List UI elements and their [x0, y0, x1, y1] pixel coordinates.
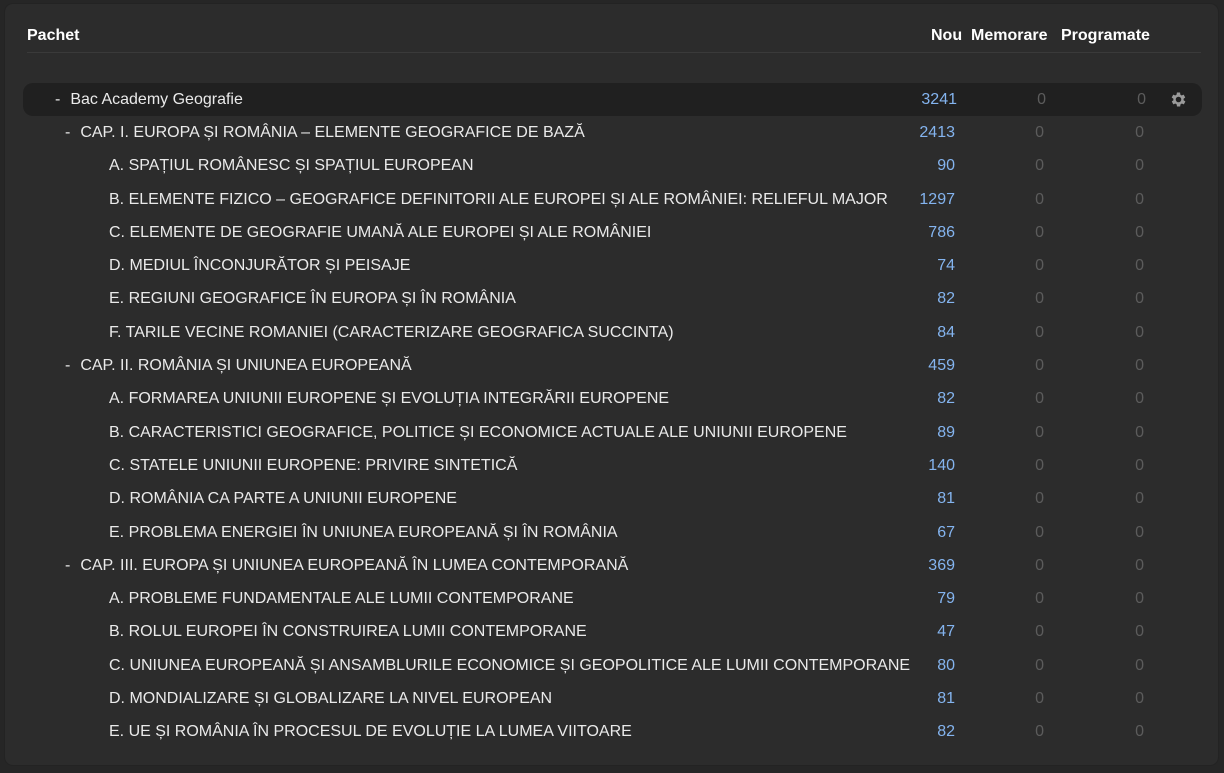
due-count: 0: [1135, 124, 1144, 141]
deck-row[interactable]: [5, 482, 1218, 515]
collapse-toggle[interactable]: -: [55, 91, 61, 108]
new-count: 47: [937, 623, 955, 641]
new-count: 89: [937, 423, 955, 441]
due-count: 0: [1137, 91, 1146, 108]
learn-count: 0: [1035, 523, 1044, 541]
deck-row[interactable]: [5, 582, 1218, 615]
deck-name[interactable]: B. CARACTERISTICI GEOGRAFICE, POLITICE ȘI ECONOMICE ACTUALE ALE UNIUNII EUROPENE: [109, 423, 847, 441]
due-count: 0: [1135, 223, 1144, 241]
learn-count: 0: [1035, 157, 1044, 175]
new-count: 81: [937, 690, 955, 708]
learn-count: 0: [1037, 91, 1046, 108]
new-count: 82: [937, 290, 955, 308]
deck-row[interactable]: [5, 149, 1218, 182]
deck-name[interactable]: D. MONDIALIZARE ȘI GLOBALIZARE LA NIVEL EUROPEAN: [109, 690, 553, 708]
learn-count: 0: [1035, 723, 1044, 741]
deck-row[interactable]: [5, 116, 1218, 149]
learn-count: 0: [1035, 257, 1044, 275]
new-count: 81: [937, 490, 955, 508]
learn-count: 0: [1035, 590, 1044, 608]
column-header-due: Programate: [1061, 27, 1150, 44]
due-count: 0: [1135, 290, 1144, 308]
learn-count: 0: [1035, 656, 1044, 674]
deck-name[interactable]: C. STATELE UNIUNII EUROPENE: PRIVIRE SINTETICĂ: [109, 456, 518, 474]
learn-count: 0: [1035, 357, 1044, 375]
deck-row[interactable]: [23, 83, 1202, 116]
deck-row[interactable]: [5, 615, 1218, 648]
deck-name[interactable]: C. UNIUNEA EUROPEANĂ ȘI ANSAMBLURILE ECONOMICE ȘI GEOPOLITICE ALE LUMII CONTEMPORANE: [109, 656, 911, 674]
gear-icon[interactable]: [1169, 90, 1188, 109]
deck-row[interactable]: [5, 282, 1218, 315]
deck-name[interactable]: A. SPAȚIUL ROMÂNESC ȘI SPAȚIUL EUROPEAN: [109, 157, 474, 175]
deck-row[interactable]: [5, 349, 1218, 382]
deck-name[interactable]: A. FORMAREA UNIUNII EUROPENE ȘI EVOLUȚIA INTEGRĂRII EUROPENE: [109, 390, 670, 408]
due-count: 0: [1135, 623, 1144, 641]
due-count: 0: [1135, 423, 1144, 441]
learn-count: 0: [1035, 423, 1044, 441]
deck-row[interactable]: [5, 549, 1218, 582]
deck-name[interactable]: A. PROBLEME FUNDAMENTALE ALE LUMII CONTEMPORANE: [109, 590, 574, 608]
new-count: 67: [937, 523, 955, 541]
deck-name[interactable]: B. ELEMENTE FIZICO – GEOGRAFICE DEFINITORII ALE EUROPEI ȘI ALE ROMÂNIEI: RELIEFUL MAJOR: [109, 190, 888, 208]
deck-name[interactable]: D. ROMÂNIA CA PARTE A UNIUNII EUROPENE: [109, 490, 457, 508]
new-count: 140: [928, 456, 955, 474]
deck-name[interactable]: E. PROBLEMA ENERGIEI ÎN UNIUNEA EUROPEANĂ ȘI ÎN ROMÂNIA: [109, 523, 618, 541]
deck-row[interactable]: [5, 249, 1218, 282]
deck-name[interactable]: CAP. I. EUROPA ȘI ROMÂNIA – ELEMENTE GEOGRAFICE DE BAZĂ: [80, 124, 585, 141]
due-count: 0: [1135, 523, 1144, 541]
learn-count: 0: [1035, 124, 1044, 141]
deck-list: [5, 83, 1218, 749]
due-count: 0: [1135, 157, 1144, 175]
due-count: 0: [1135, 357, 1144, 375]
new-count: 786: [928, 223, 955, 241]
deck-row[interactable]: [5, 449, 1218, 482]
deck-name[interactable]: CAP. II. ROMÂNIA ȘI UNIUNEA EUROPEANĂ: [80, 357, 412, 375]
deck-name[interactable]: E. REGIUNI GEOGRAFICE ÎN EUROPA ȘI ÎN ROMÂNIA: [109, 290, 516, 308]
deck-name[interactable]: D. MEDIUL ÎNCONJURĂTOR ȘI PEISAJE: [109, 257, 411, 275]
new-count: 459: [928, 357, 955, 375]
column-header-learn: Memorare: [971, 27, 1048, 44]
deck-name[interactable]: E. UE ȘI ROMÂNIA ÎN PROCESUL DE EVOLUȚIE LA LUMEA VIITOARE: [109, 723, 632, 741]
column-header-new: Nou: [931, 27, 963, 44]
collapse-toggle[interactable]: -: [65, 124, 71, 141]
due-count: 0: [1135, 656, 1144, 674]
deck-name[interactable]: C. ELEMENTE DE GEOGRAFIE UMANĂ ALE EUROPEI ȘI ALE ROMÂNIEI: [109, 223, 652, 241]
new-count: 1297: [919, 190, 955, 208]
due-count: 0: [1135, 456, 1144, 474]
deck-row[interactable]: [5, 416, 1218, 449]
learn-count: 0: [1035, 556, 1044, 574]
due-count: 0: [1135, 590, 1144, 608]
deck-table-header: [27, 4, 1201, 53]
new-count: 80: [937, 656, 955, 674]
deck-row[interactable]: [5, 316, 1218, 349]
collapse-toggle[interactable]: -: [65, 357, 71, 375]
due-count: 0: [1135, 323, 1144, 341]
due-count: 0: [1135, 257, 1144, 275]
deck-row[interactable]: [5, 382, 1218, 415]
deck-row[interactable]: [5, 216, 1218, 249]
deck-name[interactable]: B. ROLUL EUROPEI ÎN CONSTRUIREA LUMII CONTEMPORANE: [109, 623, 587, 641]
due-count: 0: [1135, 723, 1144, 741]
deck-browser: [5, 4, 1218, 765]
deck-row[interactable]: [5, 516, 1218, 549]
learn-count: 0: [1035, 223, 1044, 241]
learn-count: 0: [1035, 456, 1044, 474]
due-count: 0: [1135, 556, 1144, 574]
new-count: 74: [937, 257, 955, 275]
new-count: 369: [928, 556, 955, 574]
deck-row[interactable]: [5, 649, 1218, 682]
deck-row[interactable]: [5, 183, 1218, 216]
learn-count: 0: [1035, 490, 1044, 508]
learn-count: 0: [1035, 190, 1044, 208]
learn-count: 0: [1035, 390, 1044, 408]
due-count: 0: [1135, 690, 1144, 708]
learn-count: 0: [1035, 290, 1044, 308]
due-count: 0: [1135, 190, 1144, 208]
due-count: 0: [1135, 390, 1144, 408]
deck-row[interactable]: [5, 715, 1218, 748]
learn-count: 0: [1035, 323, 1044, 341]
deck-name[interactable]: F. TARILE VECINE ROMANIEI (CARACTERIZARE GEOGRAFICA SUCCINTA): [109, 323, 674, 341]
learn-count: 0: [1035, 690, 1044, 708]
new-count: 82: [937, 390, 955, 408]
learn-count: 0: [1035, 623, 1044, 641]
column-header-deck: Pachet: [27, 27, 80, 44]
new-count: 3241: [921, 91, 957, 108]
new-count: 79: [937, 590, 955, 608]
due-count: 0: [1135, 490, 1144, 508]
new-count: 2413: [919, 124, 955, 141]
new-count: 90: [937, 157, 955, 175]
new-count: 84: [937, 323, 955, 341]
deck-row[interactable]: [5, 682, 1218, 715]
collapse-toggle[interactable]: -: [65, 556, 71, 574]
deck-name[interactable]: Bac Academy Geografie: [70, 91, 243, 108]
deck-name[interactable]: CAP. III. EUROPA ȘI UNIUNEA EUROPEANĂ ÎN LUMEA CONTEMPORANĂ: [80, 556, 629, 574]
new-count: 82: [937, 723, 955, 741]
